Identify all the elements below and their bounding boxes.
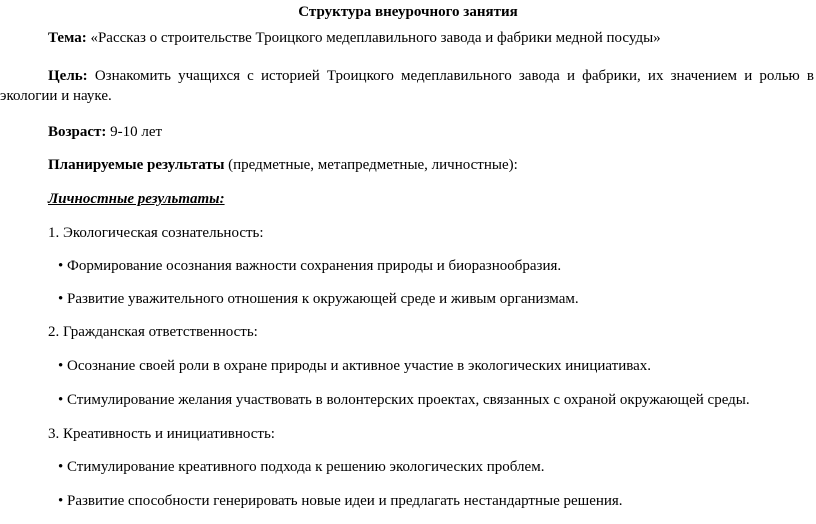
list-item: • Осознание своей роли в охране природы и активное участие в экологических инициативах. [58, 358, 652, 374]
age-text: 9-10 лет [110, 124, 163, 140]
goal-text-line1: Ознакомить учащихся с историей Троицкого медеплавильного завода и фабрики, их значением и ролью в [94, 68, 814, 84]
section-heading: 1. Экологическая сознательность: [48, 225, 264, 241]
document-title: Структура внеурочного занятия [298, 4, 518, 20]
list-item: • Развитие уважительного отношения к окружающей среде и живым организмам. [58, 291, 579, 307]
list-item: • Стимулирование креативного подхода к решению экологических проблем. [58, 459, 545, 475]
section-heading: 3. Креативность и инициативность: [48, 426, 275, 442]
topic-text: «Рассказ о строительстве Троицкого медеплавильного завода и фабрики медной посуды» [90, 30, 661, 46]
list-item: • Развитие способности генерировать новые идеи и предлагать нестандартные решения. [58, 493, 623, 509]
results-text: (предметные, метапредметные, личностные): [228, 157, 518, 173]
section-heading: 2. Гражданская ответственность: [48, 324, 258, 340]
goal-line [48, 67, 814, 85]
goal-label: Цель: [48, 68, 88, 84]
age-line [48, 123, 162, 141]
personal-results-heading: Личностные результаты: [48, 191, 225, 207]
list-item: • Стимулирование желания участвовать в волонтерских проектах, связанных с охраной окружающей среды. [58, 392, 750, 408]
topic-label: Тема: [48, 30, 87, 46]
age-label: Возраст: [48, 124, 107, 140]
topic-line [48, 29, 661, 47]
goal-text-line2: экологии и науке. [0, 88, 112, 104]
list-item: • Формирование осознания важности сохранения природы и биоразнообразия. [58, 258, 562, 274]
results-label: Планируемые результаты [48, 157, 225, 173]
results-line [48, 156, 518, 174]
